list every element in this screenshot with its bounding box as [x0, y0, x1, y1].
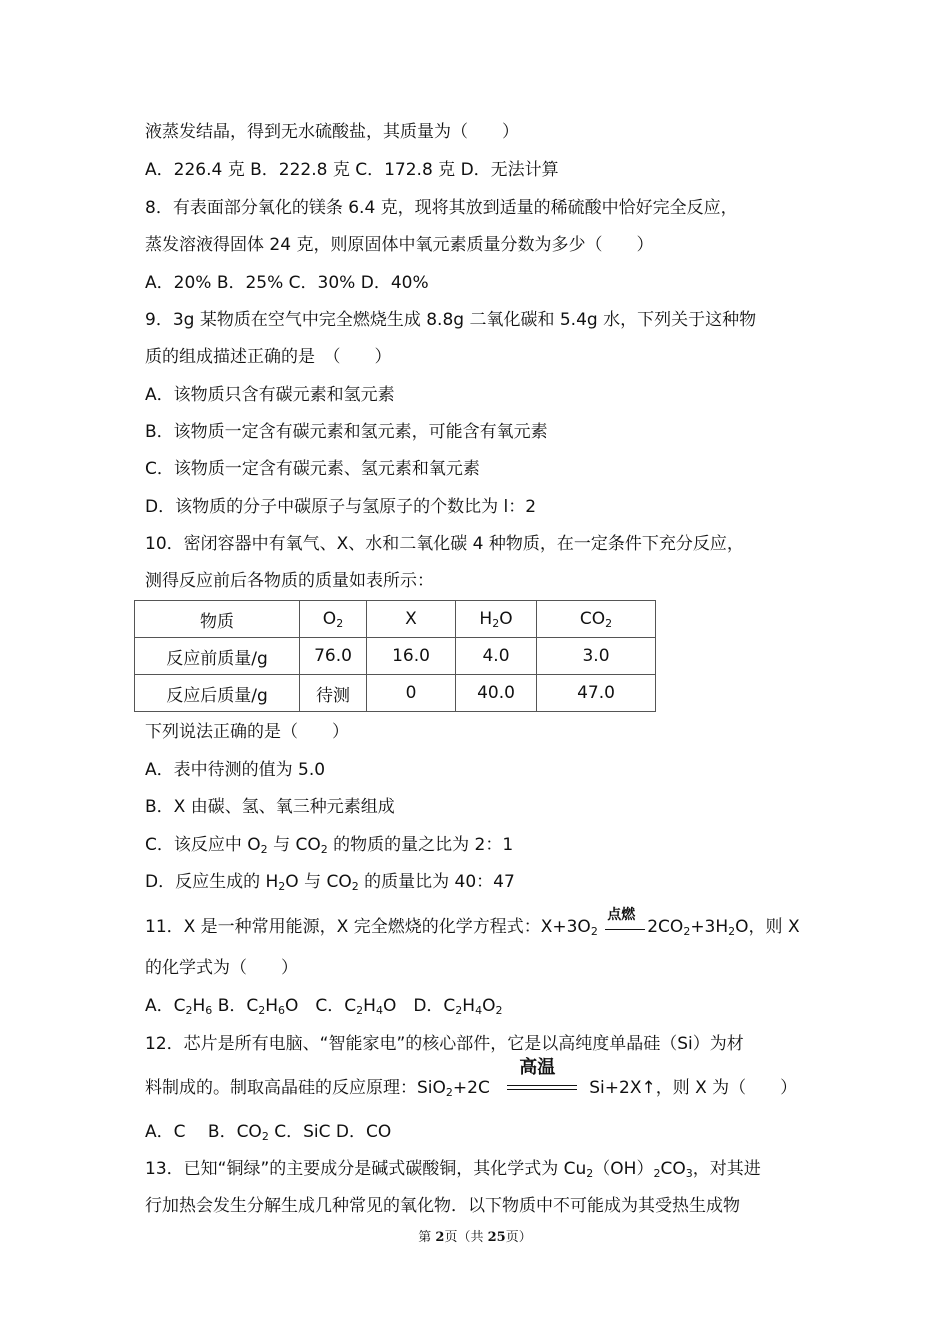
table-row: [135, 601, 656, 638]
option-c: C．该反应中 $O_2$ 与 $CO_2$ 的物质的量之比为 2：1: [145, 835, 514, 856]
table-row: [135, 675, 656, 712]
text-line: 行加热会发生分解生成几种常见的氧化物．以下物质中不可能成为其受热生成物: [145, 1196, 740, 1216]
option-b: B．该物质一定含有碳元素和氢元素，可能含有氧元素: [145, 422, 548, 442]
options-12: A．C B．$CO_2$ C．SiC D．CO: [145, 1122, 392, 1143]
table-cell: 40.0: [456, 675, 537, 712]
text-line: 液蒸发结晶，得到无水硫酸盐，其质量为（ ）: [145, 122, 519, 142]
question-10: 10．密闭容器中有氧气、X、水和二氧化碳 4 种物质，在一定条件下充分反应，: [145, 534, 744, 554]
text-line: A．20% B．25% C．30% D．40%: [145, 273, 429, 293]
table-cell: 物质: [135, 601, 300, 638]
table-cell: $O_2$: [300, 601, 367, 638]
text-line: 料制成的。制取高晶硅的反应原理：SiO$_2$+2C 高温 Si+2X↑，则 X 为（ ）: [145, 1057, 798, 1099]
table-cell: 4.0: [456, 638, 537, 675]
option-c: C．该物质一定含有碳元素、氢元素和氧元素: [145, 459, 480, 479]
table-cell: 47.0: [537, 675, 656, 712]
question-8: 8．有表面部分氧化的镁条 6.4 克，现将其放到适量的稀硫酸中恰好完全反应，: [145, 198, 738, 218]
table-cell: 0: [367, 675, 456, 712]
option-b: B．X 由碳、氢、氧三种元素组成: [145, 797, 395, 817]
question-9: 9．3g 某物质在空气中完全燃烧生成 8.8g 二氧化碳和 5.4g 水，下列关于这种物: [145, 310, 757, 330]
options-11: A．$C_2H_6$ B．$C_2H_6O$ C．$C_2H_4O$ D．$C_2H_4O_2$: [145, 996, 503, 1017]
table-cell: 待测: [300, 675, 367, 712]
mass-table: [134, 600, 656, 712]
question-12: 12．芯片是所有电脑、“智能家电”的核心部件，它是以高纯度单晶硅（Si）为材: [145, 1034, 744, 1054]
table-cell: 3.0: [537, 638, 656, 675]
text-line: 下列说法正确的是（ ）: [145, 722, 349, 742]
reaction-arrow: 高温: [507, 1074, 577, 1100]
table-cell: 反应前质量/g: [135, 638, 300, 675]
text-line: 的化学式为（ ）: [145, 958, 298, 978]
page-footer: 第 2页（共 25页）: [418, 1230, 532, 1245]
text-line: 质的组成描述正确的是 （ ）: [145, 347, 392, 367]
table-cell: X: [367, 601, 456, 638]
table-cell: $CO_2$: [537, 601, 656, 638]
text-line: 蒸发溶液得固体 24 克，则原固体中氧元素质量分数为多少（ ）: [145, 235, 654, 255]
table-cell: 16.0: [367, 638, 456, 675]
table-cell: 76.0: [300, 638, 367, 675]
question-11: 11．X 是一种常用能源，X 完全燃烧的化学方程式：$X+3O_2$ 点燃 $2CO_2+3H_2O$，则 X: [145, 907, 800, 938]
option-d: D．反应生成的 $H_2O$ 与 $CO_2$ 的质量比为 40：47: [145, 872, 515, 893]
option-d: D．该物质的分子中碳原子与氢原子的个数比为 l：2: [145, 497, 537, 517]
table-row: [135, 638, 656, 675]
text-line: 测得反应前后各物质的质量如表所示：: [145, 571, 434, 591]
table-cell: $H_2O$: [456, 601, 537, 638]
question-13: 13．已知“铜绿”的主要成分是碱式碳酸铜，其化学式为 $Cu_2(OH)_2CO_3$，对其进: [145, 1159, 761, 1180]
reaction-arrow: 点燃: [603, 915, 647, 939]
option-a: A．该物质只含有碳元素和氢元素: [145, 385, 395, 405]
option-a: A．表中待测的值为 5.0: [145, 760, 326, 780]
table-cell: 反应后质量/g: [135, 675, 300, 712]
text-line: A．226.4 克 B．222.8 克 C．172.8 克 D．无法计算: [145, 160, 559, 180]
